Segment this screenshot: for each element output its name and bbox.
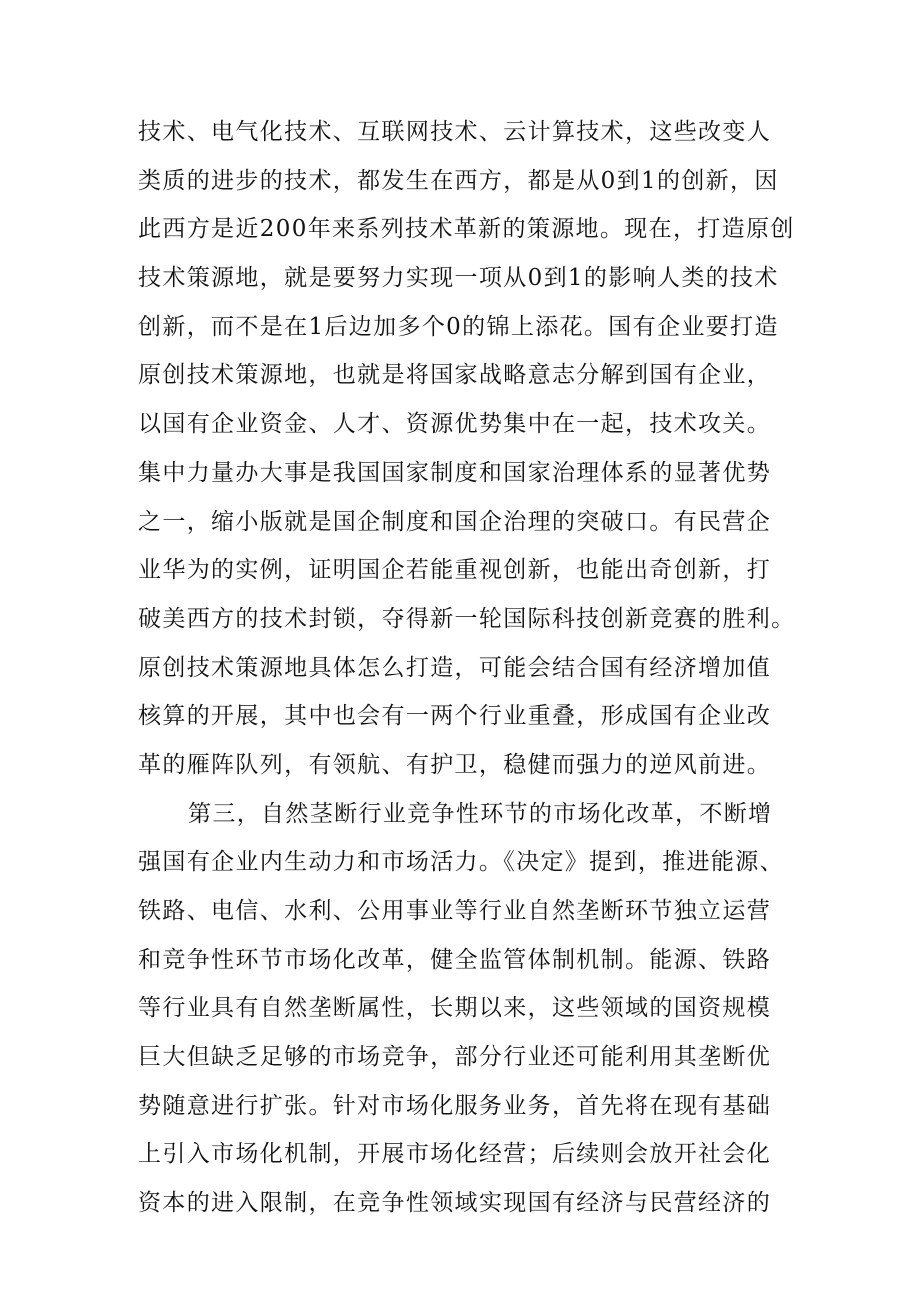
text-line: 革的雁阵队列，有领航、有护卫，稳健而强力的逆风前进。 [138, 751, 772, 778]
document-body [138, 108, 796, 1228]
text-line: 资本的进入限制，在竞争性领域实现国有经济与民营经济的 [138, 1190, 772, 1217]
text-line: 巨大但缺乏足够的市场竞争，部分行业还可能利用其垄断优 [138, 1044, 772, 1071]
text-line: 类质的进步的技术，都发生在西方，都是从0到1的创新，因 [138, 167, 779, 194]
text-line: 核算的开展，其中也会有一两个行业重叠，形成国有企业改 [138, 703, 772, 730]
text-line: 等行业具有自然垄断属性，长期以来，这些领域的国资规模 [138, 995, 772, 1022]
text-line: 原创技术策源地具体怎么打造，可能会结合国有经济增加值 [138, 654, 772, 681]
text-line: 创新，而不是在1后边加多个0的锦上添花。国有企业要打造 [138, 313, 779, 340]
paragraph-2 [138, 790, 788, 1228]
text-line: 破美西方的技术封锁，夺得新一轮国际科技创新竞赛的胜利。 [138, 605, 796, 632]
text-line: 技术策源地，就是要努力实现一项从0到1的影响人类的技术 [138, 265, 779, 292]
text-line: 之一，缩小版就是国企制度和国企治理的突破口。有民营企 [138, 508, 772, 535]
text-line: 业华为的实例，证明国企若能重视创新，也能出奇创新，打 [138, 557, 772, 584]
text-line: 强国有企业内生动力和市场活力。《决定》提到，推进能源、 [138, 849, 784, 876]
text-line: 集中力量办大事是我国国家制度和国家治理体系的显著优势 [138, 459, 772, 486]
text-line: 和竞争性环节市场化改革，健全监管体制机制。能源、铁路 [138, 946, 772, 973]
text-line: 势随意进行扩张。针对市场化服务业务，首先将在现有基础 [138, 1092, 772, 1119]
text-line: 此西方是近200年来系列技术革新的策源地。现在，打造原创 [138, 216, 795, 243]
text-line: 上引入市场化机制，开展市场化经营；后续则会放开社会化 [138, 1141, 772, 1168]
text-line: 技术、电气化技术、互联网技术、云计算技术，这些改变人 [138, 119, 772, 145]
text-line: 铁路、电信、水利、公用事业等行业自然垄断环节独立运营 [138, 898, 772, 924]
paragraph-1 [138, 108, 796, 790]
text-line: 原创技术策源地，也就是将国家战略意志分解到国有企业， [138, 362, 772, 389]
text-line: 第三，自然茎断行业竞争性环节的市场化改革，不断增 [188, 800, 773, 827]
text-line: 以国有企业资金、人才、资源优势集中在一起，技术攻关。 [138, 411, 772, 438]
